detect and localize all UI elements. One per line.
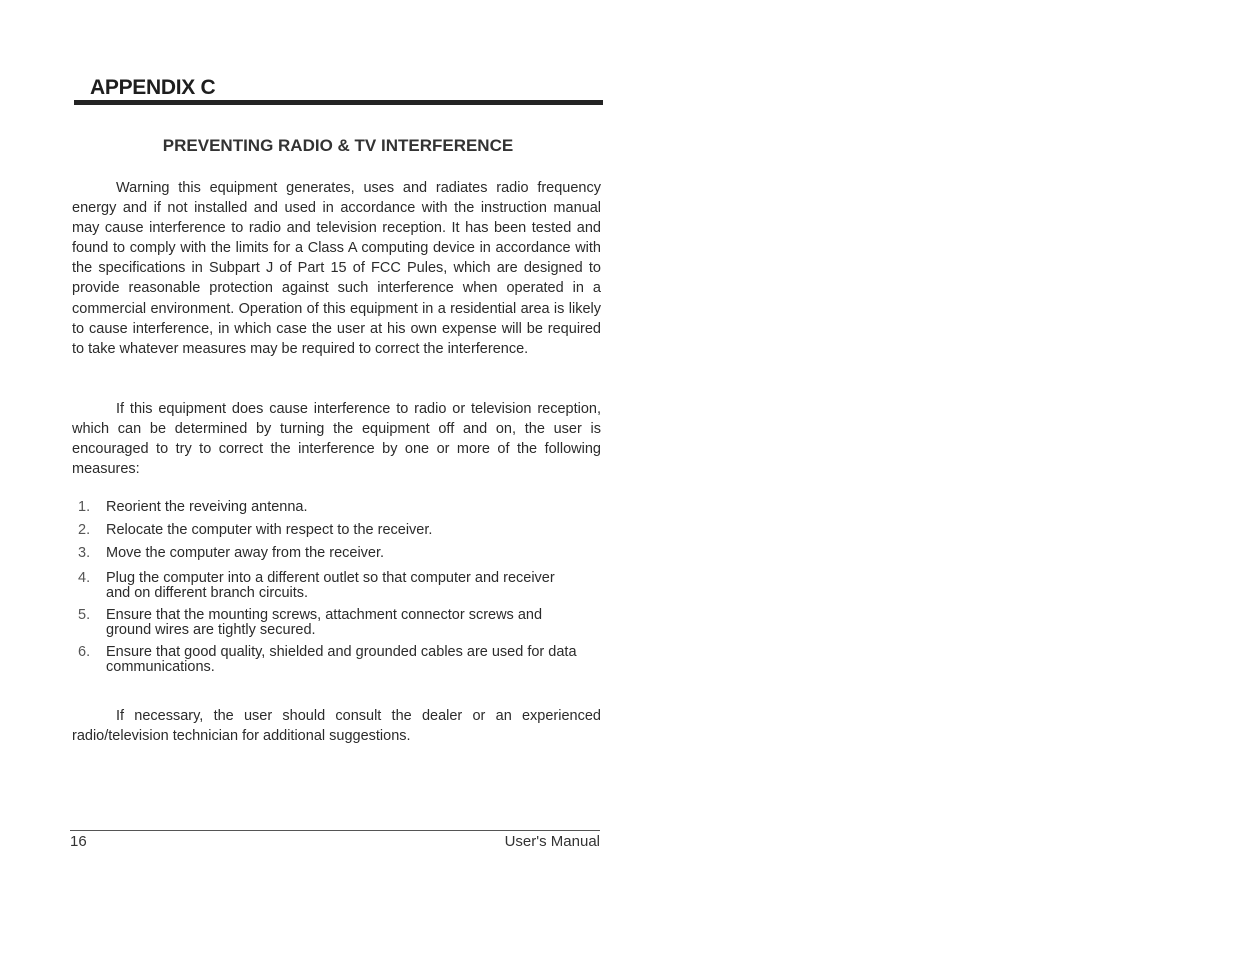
list-item bbox=[70, 645, 580, 675]
list-item-number: 2. bbox=[78, 522, 91, 538]
list-item-number: 1. bbox=[78, 499, 91, 515]
interference-paragraph: If this equipment does cause interference to radio or television reception, which can be determined by turning the equipment off and on, the user is encouraged to try to correct the interference by one or more of the following measures: bbox=[72, 401, 601, 478]
list-item bbox=[70, 500, 580, 515]
list-item-text: Move the computer away from the receiver. bbox=[106, 545, 385, 561]
list-item-text: Reorient the reveiving antenna. bbox=[106, 499, 308, 515]
list-item-number: 6. bbox=[78, 644, 91, 660]
list-item bbox=[70, 523, 580, 538]
list-item-text: Ensure that the mounting screws, attachment connector screws and ground wires are tightly secured. bbox=[106, 607, 543, 638]
list-item-number: 5. bbox=[78, 607, 91, 623]
list-item-number: 3. bbox=[78, 545, 91, 561]
section-title: PREVENTING RADIO & TV INTERFERENCE bbox=[162, 136, 514, 155]
list-item-text: Relocate the computer with respect to the receiver. bbox=[106, 522, 433, 538]
warning-paragraph: Warning this equipment generates, uses and radiates radio frequency energy and if not installed and used in accordance with the instruction manual may cause interference to radio and television reception. It has been tested and found to comply with the limits for a Class A computing device in accordance with the specifications in Subpart J of Part 15 of FCC Pules, which are designed to provide reasonable protection against such interference when operated in a commercial environment. Operation of this equipment in a residential area is likely to cause interference, in which case the user at his own expense will be required to take whatever measures may be required to correct the interference. bbox=[72, 180, 601, 357]
page-number: 16 bbox=[70, 833, 87, 850]
list-item bbox=[70, 608, 580, 638]
list-item bbox=[70, 546, 580, 561]
list-item-text: Plug the computer into a different outlet so that computer and receiver and on different branch circuits. bbox=[106, 570, 555, 601]
footer-rule bbox=[70, 830, 600, 831]
appendix-title: APPENDIX C bbox=[90, 76, 216, 99]
manual-name: User's Manual bbox=[504, 833, 600, 850]
list-item-number: 4. bbox=[78, 570, 91, 586]
consult-paragraph: If necessary, the user should consult the dealer or an experienced radio/television technician for additional suggestions. bbox=[72, 708, 601, 745]
appendix-rule bbox=[74, 100, 603, 105]
list-item-text: Ensure that good quality, shielded and grounded cables are used for data communications. bbox=[106, 644, 577, 675]
list-item bbox=[70, 571, 580, 601]
